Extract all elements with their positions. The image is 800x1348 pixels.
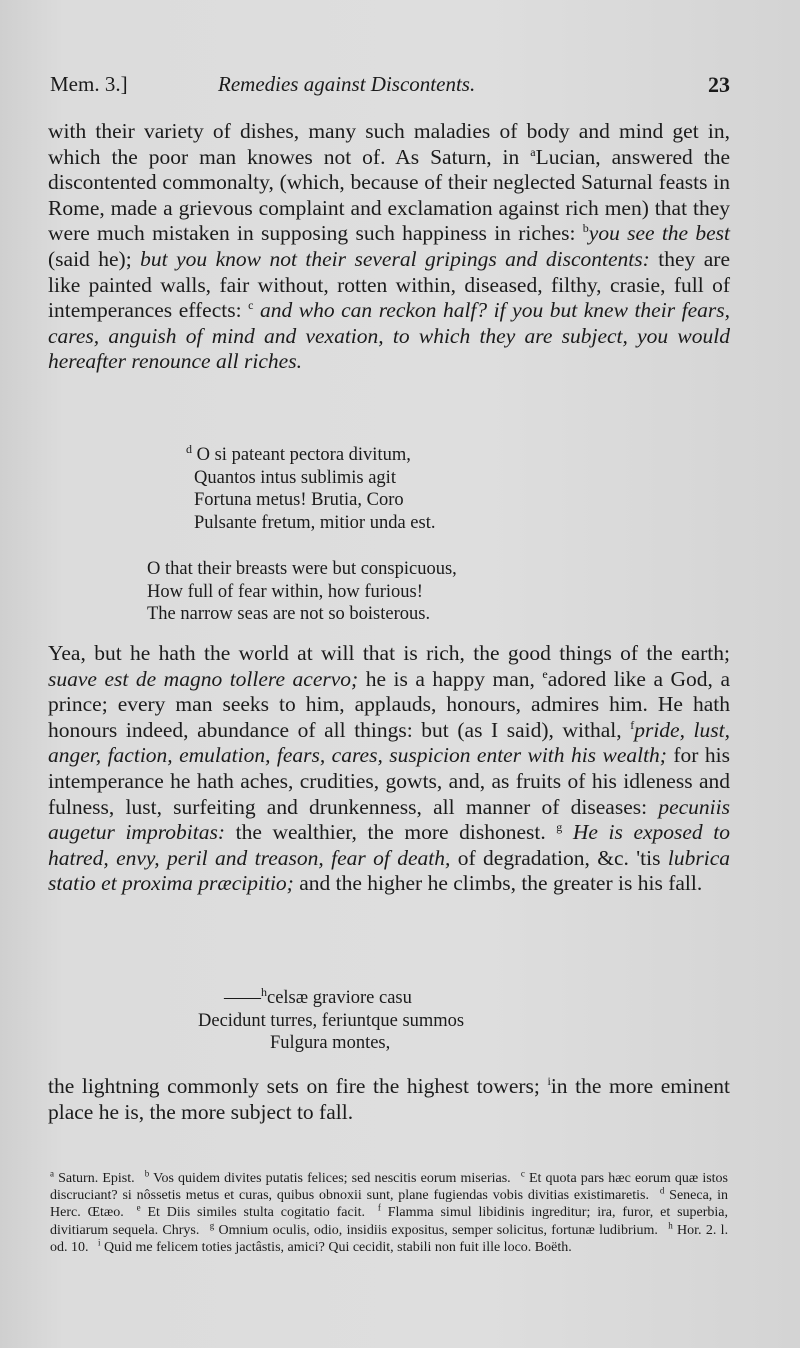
paragraph-saturn: [48, 119, 730, 375]
footnote-text: Et Diis similes stulta cogitatio facit.: [147, 1205, 365, 1221]
footnote-text: Hor. 2. l. od. 10.: [50, 1222, 729, 1255]
text-run: he is a happy man,: [358, 666, 543, 691]
footnote-text: Seneca, in Herc. Œtæo.: [50, 1188, 729, 1221]
footnote-g: [209, 1219, 658, 1238]
italic-run: pride, lust, anger, faction, emulation, fears, cares, suspicion enter with his wealth;: [48, 717, 730, 768]
verse-line: [186, 441, 436, 467]
footnote-ref: g: [556, 820, 563, 834]
verse-line: Fulgura montes,: [270, 1033, 391, 1053]
footnote-mark: d: [659, 1185, 665, 1196]
footnote-ref: a: [530, 144, 536, 159]
running-title: Remedies against Discontents.: [218, 72, 476, 96]
italic-run: and who can reckon half? if you but knew their fears, cares, anguish of mind and vexation, to which they are subject, you would hereafter renounce all riches.: [48, 298, 730, 374]
verse-line: Decidunt turres, feriuntque summos: [198, 1010, 465, 1031]
footnote-mark: c: [520, 1168, 525, 1179]
footnote-mark: g: [209, 1219, 215, 1230]
italic-run: He is exposed to hatred, envy, peril and treason, fear of death,: [48, 820, 730, 870]
text-run: the lightning commonly sets on fire the highest towers;: [48, 1074, 548, 1098]
text-run: the wealthier, the more dishonest.: [225, 820, 557, 845]
footnote-i: [98, 1237, 572, 1255]
italic-run: lubrica statio et proxima præcipitio;: [48, 845, 730, 896]
footnote-ref: i: [547, 1073, 551, 1088]
footnote-text: Saturn. Epist.: [58, 1171, 135, 1186]
horace-verse: [198, 984, 465, 1055]
latin-verse: [186, 441, 436, 534]
text-run: Lucian, answered the discontented commonalty, (which, because of their neglected Saturnal feasts in Rome, made a grievous complaint and exclamation against rich men) that they were much mistaken in supposing such happiness in riches:: [48, 144, 730, 246]
paragraph-lightning: [48, 1074, 730, 1125]
footnote-a: [50, 1168, 135, 1186]
verse-line-text: O si pateant pectora divitum,: [196, 445, 411, 465]
footnote-mark: f: [377, 1202, 381, 1213]
italic-run: pecuniis augetur improbitas:: [48, 794, 730, 845]
footnote-ref: d: [186, 441, 192, 456]
footnote-mark: e: [136, 1202, 141, 1213]
italic-run: suave est de magno tollere acervo;: [48, 666, 359, 691]
italic-run: but you know not their several gripings and discontents:: [140, 246, 650, 271]
english-verse: [147, 558, 457, 626]
footnote-text: Flamma simul libidinis ingreditur; ira, furor, et superbia, divitiarum sequela. Chrys.: [50, 1205, 729, 1238]
verse-line: Fortuna metus! Brutia, Coro: [194, 490, 404, 510]
text-run: they are like painted walls, fair without, rotten within, diseased, filthy, crasie, full of intemperances effects:: [48, 246, 730, 323]
text-run: (said he);: [48, 246, 141, 271]
text-run: adored like a God, a prince; every man seeks to him, applauds, honours, admires him. He hath honours indeed, abundance of all things: but (as I said), withal,: [48, 666, 730, 742]
text-run: with their variety of dishes, many such maladies of body and mind get in, which the poor man knowes not of. As Saturn, in: [48, 119, 730, 169]
text-run: for his intemperance he hath aches, crudities, gowts, and, as fruits of his idleness and fulness, lust, surfeiting and drunkenness, all manner of diseases:: [48, 743, 730, 819]
running-header: [50, 72, 730, 100]
footnote-text: Quid me felicem toties jactâstis, amici? Qui cecidit, stabili non fuit ille loco. Boëth.: [104, 1239, 572, 1255]
footnote-mark: a: [50, 1168, 54, 1179]
footnote-e: [136, 1202, 365, 1221]
footnote-mark: h: [668, 1219, 673, 1230]
footnote-ref: e: [542, 666, 548, 681]
verse-line: The narrow seas are not so boisterous.: [147, 604, 431, 624]
italic-run: you see the best: [588, 221, 730, 246]
verse-line: Quantos intus sublimis agit: [194, 467, 396, 488]
text-run: and the higher he climbs, the greater is his fall.: [293, 871, 703, 896]
page-number: 23: [708, 72, 730, 97]
verse-line: Pulsante fretum, mitior unda est.: [194, 512, 436, 533]
paragraph-world-at-will: [48, 641, 730, 897]
footnote-mark: b: [144, 1168, 150, 1179]
member-reference: Mem. 3.]: [50, 72, 128, 96]
footnote-mark: i: [98, 1237, 101, 1248]
footnote-text: Omnium oculis, odio, insidiis expositus, semper solicitus, fortunæ ludibrium.: [218, 1222, 658, 1238]
footnote-ref: f: [630, 717, 635, 732]
text-run: in the more eminent place he is, the more subject to fall.: [48, 1074, 731, 1124]
verse-line: [198, 984, 464, 1010]
footnote-b: [144, 1168, 511, 1186]
text-run: Yea, but he hath the world at will that is rich, the good things of the earth;: [48, 641, 730, 665]
verse-line-text: celsæ graviore casu: [267, 988, 412, 1008]
footnote-ref: b: [582, 221, 589, 236]
verse-line: How full of fear within, how furious!: [147, 581, 423, 602]
footnote-text: Vos quidem divites putatis felices; sed nescitis eorum miserias.: [153, 1171, 511, 1186]
footnotes: [50, 1170, 728, 1256]
verse-line: O that their breasts were but conspicuous,: [147, 559, 457, 579]
footnote-ref: c: [248, 298, 254, 312]
text-run: of degradation, &c. 'tis: [450, 845, 668, 870]
footnote-text: Et quota pars hæc eorum quæ istos discruciant? si nôssetis metus et curas, quibus obnoxii sunt, plane fugiendas vobis divitias existimaretis.: [50, 1171, 729, 1204]
footnote-ref: h: [261, 984, 267, 999]
verse-dash: ——: [224, 988, 261, 1008]
